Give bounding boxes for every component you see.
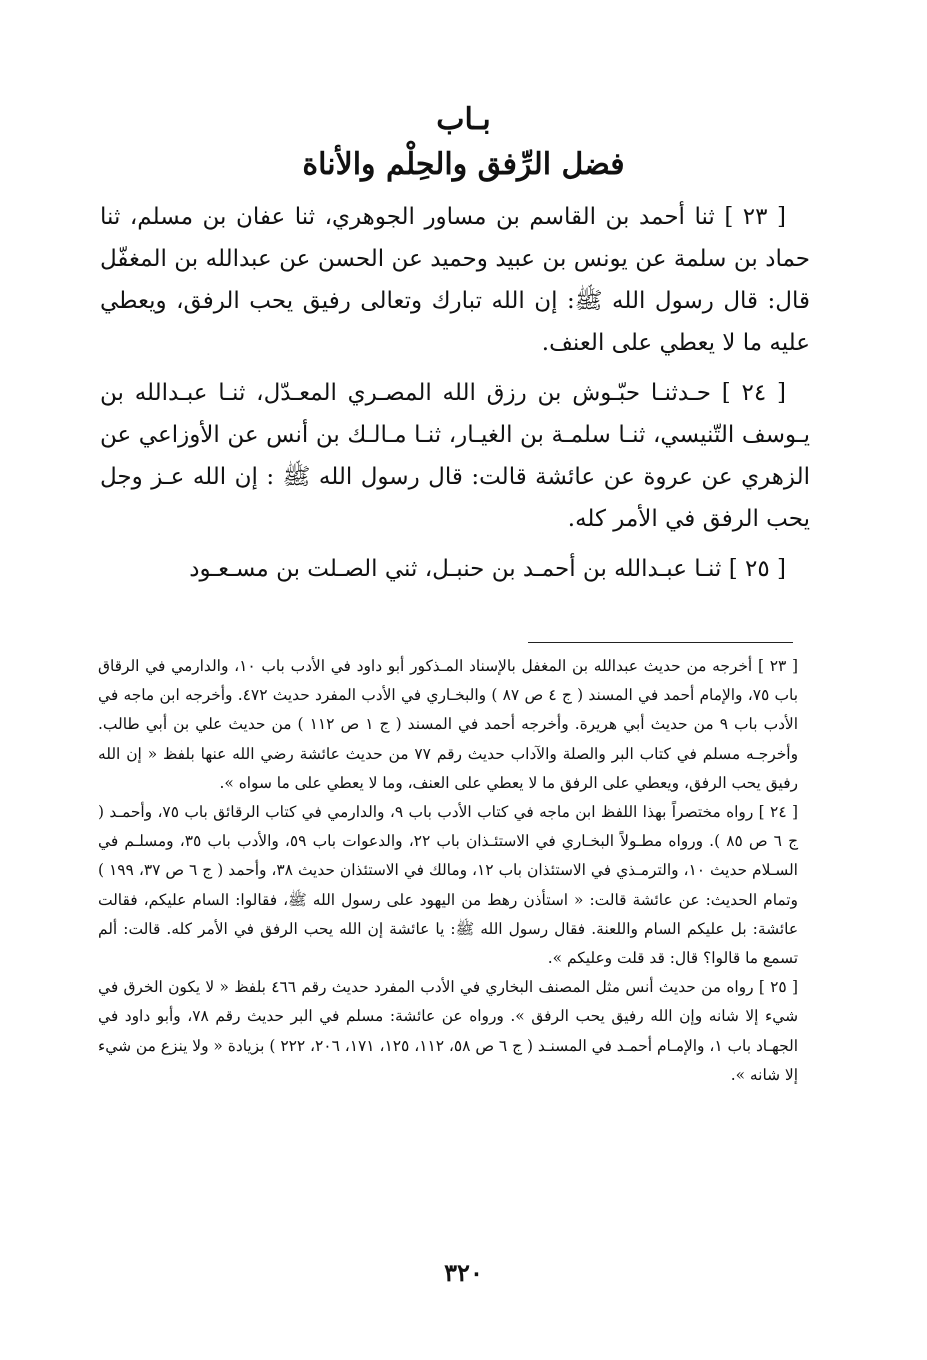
footnote-text: رواه من حديث أنس مثل المصنف البخاري في الأدب المفرد حديث رقم ٤٦٦ بلفظ « لا يكون الخرق في شيء إلا شانه وإن الله رفيق يحب الرفق ». ورواه عن عائشة: مسلم في البر حديث رقم ٧٨، وأبو داود في الجهـاد باب ١، والإمـام أحمـد في المسنـد ( ج ٦ ص ٥٨، ١١٢، ١٢٥، ١٧١، ٢٠٦، ٢٢٢ ) بزيادة « ولا ينزع من شيء إلا شانه ». [98, 978, 798, 1084]
hadith-number: [ ٢٥ ] [728, 556, 786, 582]
main-text [100, 196, 810, 598]
footnotes [98, 652, 798, 1090]
footnote-number: [ ٢٤ ] [758, 803, 798, 822]
footnote-25 [98, 973, 798, 1090]
hadith-text: ثنـا عبـدالله بن أحمـد بن حنبـل، ثني الصـلت بن مسـعـود [189, 556, 722, 582]
hadith-text: حـدثنـا حبّـوش بن رزق الله المصـري المعـدّل، ثنـا عبـدالله بن يـوسف التّنيسي، ثنـا سلمـة بن الغيـار، ثنـا مـالـك بن أنس عن الأوزاعي عن الزهري عن عروة عن عائشة قالت: قال رسول الله ﷺ : إن الله عـز وجل يحب الرفق في الأمر كله. [100, 380, 810, 532]
chapter-header [100, 100, 827, 188]
hadith-number: [ ٢٤ ] [721, 380, 786, 406]
footnote-number: [ ٢٥ ] [758, 978, 798, 997]
footnote-text: رواه مختصراً بهذا اللفظ ابن ماجه في كتاب الأدب باب ٩، والدارمي في كتاب الرقائق باب ٧٥، وأحمـد ( ج ٦ ص ٨٥ ). ورواه مطـولاً البخـاري في الاستئـذان باب ٢٢، والدعوات باب ٥٩، والأدب باب ٣٥، ومسلـم في السـلام حديث ١٠، والترمـذي في الاستئذان باب ١٢، ومالك في الاستئذان حديث ٣٨، وأحمد ( ج ٦ ص ٣٧، ١٩٩ ) وتمام الحديث: عن عائشة قالت: « استأذن رهط من اليهود على رسول الله ﷺ، فقالوا: السام عليكم، فقالت عائشة: بل عليكم السام واللعنة. فقال رسول الله ﷺ: يا عائشة إن الله يحب الرفق في الأمر كله. قالت: ألم تسمع ما قالوا؟ قال: قد قلت وعليكم ». [98, 803, 799, 968]
hadith-23 [100, 196, 810, 364]
footnote-text: أخرجه من حديث عبدالله بن المغفل بالإسناد المـذكور أبو داود في الأدب باب ١٠، والدارمي في الرقاق باب ٧٥، والإمام أحمد في المسند ( ج ٤ ص ٨٧ ) والبخـاري في الأدب المفرد حديث ٤٧٢. وأخرجه ابن ماجه في الأدب باب ٩ من حديث أبي هريرة. وأخرجه أحمد في المسند ( ج ١ ص ١١٢ ) من حديث علي بن أبي طالب. وأخرجـه مسلم في كتاب البر والصلة والآداب حديث رقم ٧٧ من حديث عائشة رضي الله عنها بلفظ « إن الله رفيق يحب الرفق، ويعطي على الرفق ما لا يعطي على العنف، وما لا يعطي على ما سواه ». [98, 657, 799, 792]
hadith-text: ثنا أحمد بن القاسم بن مساور الجوهري، ثنا عفان بن مسلم، ثنا حماد بن سلمة عن يونس بن عبيد وحميد عن الحسن عن عبدالله بن المغفّل قال: قال رسول الله ﷺ: إن الله تبارك وتعالى رفيق يحب الرفق، ويعطي عليه ما لا يعطي على العنف. [100, 204, 810, 356]
hadith-24 [100, 372, 810, 540]
hadith-25 [100, 548, 810, 590]
section-label: بـاب [436, 102, 491, 137]
hadith-number: [ ٢٣ ] [724, 204, 786, 230]
footnote-23 [98, 652, 798, 798]
page-number: ٣٢٠ [444, 1258, 483, 1287]
footnote-divider [528, 642, 793, 643]
chapter-title: فضل الرِّفق والحِلْم والأناة [302, 147, 625, 182]
footnote-number: [ ٢٣ ] [757, 657, 798, 675]
footnote-24 [98, 798, 798, 973]
